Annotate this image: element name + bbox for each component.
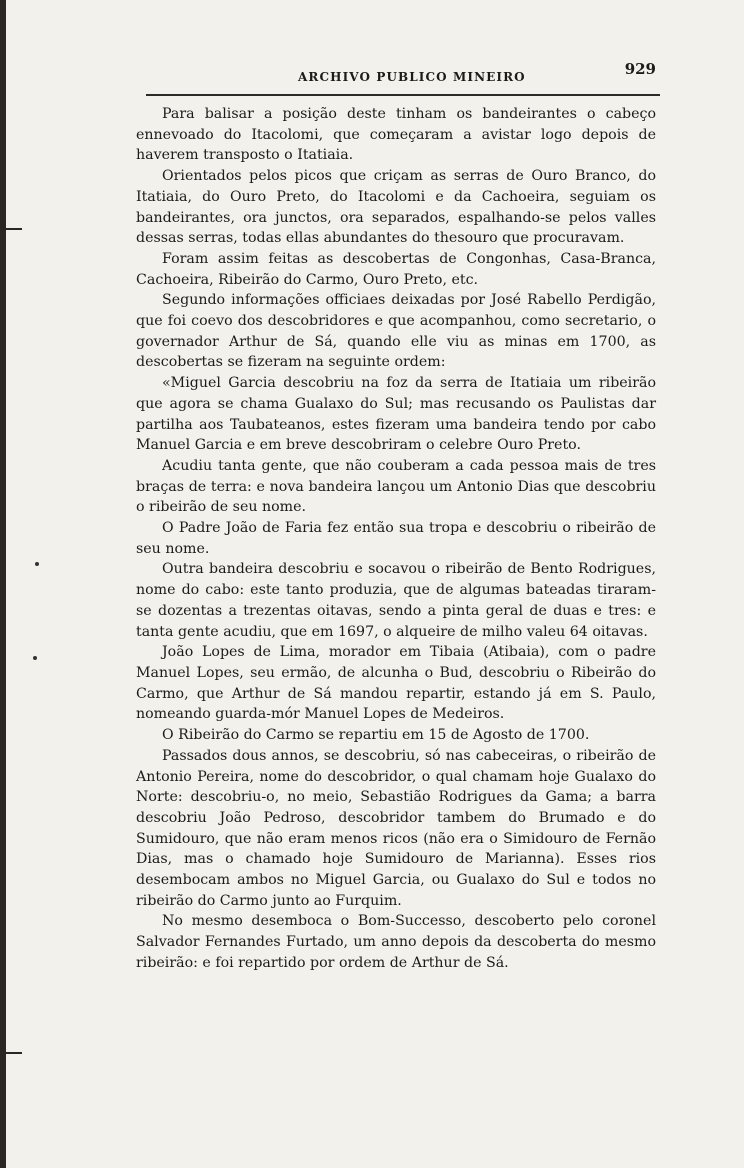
paragraph: Segundo informações officiaes deixadas por José Rabello Perdigão, que foi coevo dos descobridores e que acompanhou, como secretario, o governador Arthur de Sá, quando elle viu as minas em 1700, as descobertas se fizeram na seguinte ordem:: [136, 292, 656, 371]
body-text: [136, 104, 656, 974]
paragraph: O Ribeirão do Carmo se repartiu em 15 de Agosto de 1700.: [162, 727, 590, 744]
running-header: [146, 58, 660, 96]
margin-speck: [33, 656, 37, 660]
page-number: 929: [624, 60, 656, 78]
margin-speck: [35, 562, 39, 566]
binding-mark: [0, 1052, 22, 1054]
binding-mark: [0, 228, 22, 230]
paragraph: No mesmo desemboca o Bom-Successo, descoberto pelo coronel Salvador Fernandes Furtado, um anno depois da descoberta do mesmo ribeirão: e foi repartido por ordem de Arthur de Sá.: [136, 913, 656, 971]
paragraph: Foram assim feitas as descobertas de Congonhas, Casa-Branca, Cachoeira, Ribeirão do Carmo, Ouro Preto, etc.: [136, 250, 656, 288]
paragraph: O Padre João de Faria fez então sua tropa e descobriu o ribeirão de seu nome.: [136, 520, 656, 557]
paragraph: Orientados pelos picos que criçam as serras de Ouro Branco, do Itatiaia, do Ouro Preto, do Itacolomi e da Cachoeira, seguiam os bandeirantes, ora junctos, ora separados, espalhando-se pelos valles dessas serras, todas ellas abundantes do thesouro que procuravam.: [136, 168, 656, 247]
paragraph: Outra bandeira descobriu e socavou o ribeirão de Bento Rodrigues, nome do cabo: este tanto produzia, que de algumas bateadas tiraram-se dozentas a trezentas oitavas, sendo a pinta geral de duas e tres: e tanta gente acudiu, que em 1697, o alqueire de milho valeu 64 oitavas.: [136, 561, 656, 640]
paragraph: Acudiu tanta gente, que não couberam a cada pessoa mais de tres braças de terra: e nova bandeira lançou um Antonio Dias que descobriu o ribeirão de seu nome.: [136, 457, 656, 516]
running-title: ARCHIVO PUBLICO MINEIRO: [298, 70, 526, 84]
paragraph: «Miguel Garcia descobriu na foz da serra de Itatiaia um ribeirão que agora se chama Gualaxo do Sul; mas recusando os Paulistas dar partilha aos Taubateanos, estes fizeram uma bandeira tendo por cabo Manuel Garcia e em breve descobriram o celebre Ouro Preto.: [136, 375, 656, 454]
page-edge: [0, 0, 6, 1168]
paragraph: Para balisar a posição deste tinham os bandeirantes o cabeço ennevoado do Itacolomi, que começaram a avistar logo depois de haverem transposto o Itatiaia.: [136, 106, 656, 164]
paragraph: Passados dous annos, se descobriu, só nas cabeceiras, o ribeirão de Antonio Pereira, nome do descobridor, o qual chamam hoje Gualaxo do Norte: descobriu-o, no meio, Sebastião Rodrigues da Gama; a barra descobriu João Pedroso, descobridor tambem do Brumado e do Sumidouro, que não eram menos ricos (não era o Simidouro de Fernão Dias, mas o chamado hoje Sumidouro de Marianna). Esses rios desembocam ambos no Miguel Garcia, ou Gualaxo do Sul e todos no ribeirão do Carmo junto ao Furquim.: [136, 747, 656, 909]
paragraph: João Lopes de Lima, morador em Tibaia (Atibaia), com o padre Manuel Lopes, seu ermão, de alcunha o Bud, descobriu o Ribeirão do Carmo, que Arthur de Sá mandou repartir, estando já em S. Paulo, nomeando guarda-mór Manuel Lopes de Medeiros.: [136, 644, 656, 723]
